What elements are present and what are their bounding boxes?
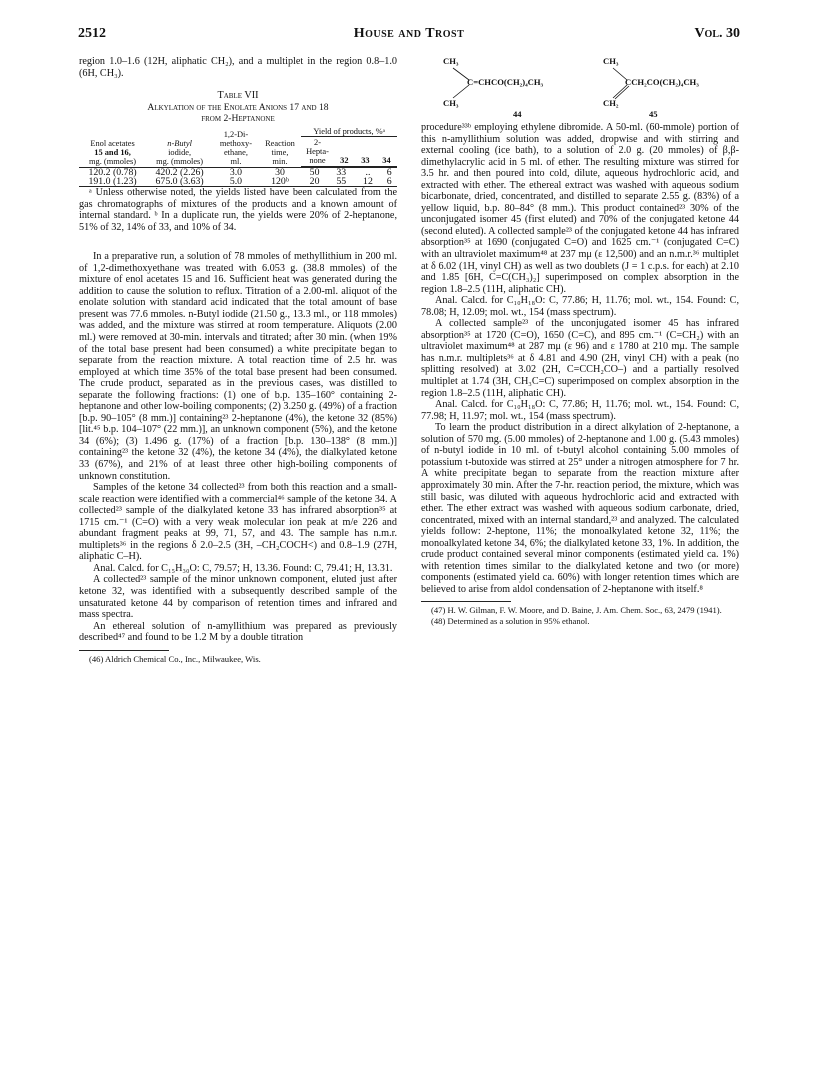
footnote: (47) H. W. Gilman, F. W. Moore, and D. Baine, J. Am. Chem. Soc., 63, 2479 (1941). — [431, 605, 722, 616]
col-header-dme: 1,2-Di- methoxy- ethane, ml. — [213, 127, 259, 167]
paragraph: An ethereal solution of n-amyllithium was prepared as previously described⁴⁷ and found to be 1.2 M by a double titration — [79, 620, 397, 644]
struct45-bottom: CH₂ — [603, 98, 619, 108]
col-header-33: 33 — [355, 138, 376, 166]
table-row: 191.0 (1.23) 675.0 (3.63) 5.0 120ᵇ 20 55 12 6 — [79, 177, 397, 187]
struct45-top: CH₃ — [603, 56, 619, 66]
paragraph: To learn the product distribution in a direct alkylation of 2-heptanone, a solution of 570 mg. (5.00 mmoles) of 2-heptanone and 1.00 g. (5.43 mmoles) of n-butyl iodide in 10 ml. of t-butyl alcohol containing 5.00 mmoles of potassium t-butoxide was stirred at 25° under a nitrogen atmosphere for 7 hr. A white precipitate began to separate from the reaction mixture after approximately 30 min. After the 7-hr. reaction period, the mixture, which was still basic, was diluted with aqueous hydrochloric acid and extracted with ether. The ether extract was washed with aqueous sodium carbonate, dried, concentrated, mixed with an internal standard,²³ and analyzed. The calculated yields follow: 2-heptone, 11%; the monoalkylated ketone 32, 11%; the monoalkylated ketone 34, 6%; the dialkylated ketone 33, 1%. In addition, the crude product contained several minor components (estimated yield ca. 1%) with retention times similar to the dialkylated ketone and two (or more) components (estimated yield ca. 60%) with longer retention times which are believed to arise from aldol condensation of 2-heptanone with itself.⁸ — [421, 422, 739, 595]
col-header-32: 32 — [334, 138, 355, 166]
footnote-rule — [421, 601, 511, 602]
col-header-time: Reaction time, min. — [259, 127, 301, 167]
table-title: Table VII — [217, 90, 259, 102]
table-footnote: ᵃ Unless otherwise noted, the yields listed have been calculated from the gas chromatographs of mixtures of the products and a known amount of internal standard. ᵇ In a duplicate run, the yields were 20% of 2-heptanone, 51% of 32, 14% of 33, and 10% of 34. — [79, 186, 397, 233]
continuation-text: region 1.0–1.6 (12H, aliphatic CH₂), and a multiplet in the region 0.8–1.0 (6H, CH₃). — [79, 56, 397, 79]
struct44-bottom: CH₃ — [443, 98, 459, 108]
running-title: House and Trost — [353, 26, 465, 41]
paragraph: In a preparative run, a solution of 78 mmoles of methyllithium in 200 ml. of 1,2-dimethoxyethane was treated with 6.053 g. (38.8 mmoles) of the mixture of enol acetates 15 and 16. Sufficient heat was generated during the addition to cause the solution to reflux. Titration of a 2.00-ml. aliquot of the enolate solution with standard acid indicated that the total amount of base present was 77.6 mmoles. n-Butyl iodide (21.50 g., 13.3 ml., or 118 mmoles) was added, and the mixture was stirred at room temperature. Aliquots (2.00 ml.) were removed at 30-min. intervals and titrated; after 30 min. (when 19% of the total base present had been consumed) a white precipitate began to separate from the reaction mixture. A total reaction time of 2.5 hr. was employed at which time 35% of the total base present had been consumed. The crude product, separated as in the previous cases, was distilled to separate the following fractions: (1) one of b.p. 135–160° containing 2-heptanone and other low-boiling components; (2) 3.250 g. (49%) of a fraction [b.p. 90–105° (8 mm.)] containing²³ 2-heptanone (4%), the ketone 32 (85%) [lit.⁴⁵ b.p. 104–107° (22 mm.)], an unknown component (5%), and the ketone 34 (6%); (3) 1.496 g. (17%) of a fraction [b.p. 130–138° (8 mm.)] containing²³ the ketone 32 (4%), the ketone 34 (4%), the dialkylated ketone 33 (67%), and 21% of at least three other high-boiling components of unknown constitution. — [79, 251, 397, 482]
paragraph: Anal. Calcd. for C₁₅H₃₀O: C, 79.57; H, 13.36. Found: C, 79.41; H, 13.31. — [93, 562, 393, 574]
table-subtitle-1: Alkylation of the Enolate Anions 17 and 18 — [147, 101, 329, 113]
page-number: 2512 — [78, 26, 106, 41]
table-subtitle-2: from 2-Heptanone — [201, 113, 275, 125]
struct44-chain: C=CHCO(CH₂)₄CH₃ — [467, 77, 544, 87]
col-header-34: 34 — [376, 138, 397, 166]
col-header-yield: Yield of products, %ᵃ 2- Hepta- none 32 33 34 — [301, 127, 397, 167]
page-header — [78, 26, 740, 44]
struct45-label: 45 — [649, 109, 658, 119]
paragraph: Samples of the ketone 34 collected²³ from both this reaction and a small-scale reaction were identified with a commercial⁴⁶ sample of the ketone 34. A collected²³ sample of the dialkylated ketone 33 has infrared absorption³⁵ at 1715 cm.⁻¹ (C=O) with a very weak molecular ion peak at m/e 226 and abundant fragment peaks at 99, 71, 57, and 43. The sample has n.m.r. multiplets³⁶ in the regions δ 2.0–2.5 (3H, –CH₂COCH<) and 0.8–1.9 (27H, aliphatic C–H). — [79, 482, 397, 563]
paragraph: A collected sample²³ of the unconjugated isomer 45 has infrared absorption³⁵ at 1720 (C=O), 1650 (C=C), and 895 cm.⁻¹ (C=CH₂) with an ultraviolet maximum⁴⁸ at 287 mμ (ε 96) and ε 1780 at 210 mμ. The sample has n.m.r. multiplets³⁶ at δ 4.81 and 4.90 (2H, vinyl CH) with a peak (no splitting resolved) at 3.02 (2H, C=CCH₂CO–) and a partially resolved multiplet at 1.74 (3H, CH₃C=C) superimposed on complex absorption in the region 1.8–2.5 (11H, aliphatic CH). — [421, 318, 739, 399]
footnote: (46) Aldrich Chemical Co., Inc., Milwaukee, Wis. — [89, 653, 261, 664]
left-column — [79, 56, 397, 664]
table-vii — [79, 127, 397, 187]
paragraph: Anal. Calcd. for C₁₀H₁₈O: C, 77.86; H, 11.76; mol. wt., 154. Found: C, 77.98; H, 11.97; mol. wt., 154 (mass spectrum). — [421, 399, 739, 422]
table-row: 120.2 (0.78) 420.2 (2.26) 3.0 30 50 33 .. 6 — [88, 166, 392, 178]
struct45-chain: CCH₂CO(CH₂)₄CH₃ — [625, 77, 699, 87]
structure-diagrams — [421, 56, 739, 118]
footnote-rule — [79, 650, 169, 651]
right-column — [421, 56, 739, 626]
struct44-top: CH₃ — [443, 56, 459, 66]
struct44-label: 44 — [513, 109, 522, 119]
volume-label: Vol. 30 — [694, 26, 740, 41]
structure-bonds — [421, 56, 739, 118]
footnote: (48) Determined as a solution in 95% ethanol. — [431, 615, 590, 626]
paragraph: A collected²³ sample of the minor unknown component, eluted just after ketone 32, was identified with a subsequently described sample of the unsaturated ketone 44 by comparison of retention times and infrared and mass spectra. — [79, 574, 397, 621]
col-header-enol: Enol acetates 15 and 16, mg. (mmoles) — [79, 127, 146, 167]
paragraph: procedure³³ᵇ employing ethylene dibromide. A 50-ml. (60-mmole) portion of this n-amyllithium solution was added, dropwise and with stirring and external cooling (ice bath), to a solution of 2.0 g. (20 mmoles) of β,β-dimethylacrylic acid in 5 ml. of ether. The resulting mixture was stirred for 3.5 hr. and then poured into cold, dilute, aqueous hydrochloric acid, and extracted with ether. The ethereal extract was washed with aqueous sodium bicarbonate, dried, concentrated, and distilled to separate 2.55 g. (83%) of a yellow liquid, b.p. 80–84° (8 mm.). This product contained²³ 30% of the unconjugated isomer 45 (first eluted) and 70% of the conjugated ketone 44 (second eluted). A collected sample²³ of the conjugated ketone 44 has infrared absorption³⁵ at 1690 (conjugated C=O) and 1625 cm.⁻¹ (conjugated C=C) with an ultraviolet maximum⁴⁸ at 237 mμ (ε 12,500) and an n.m.r.³⁶ multiplet at δ 6.02 (1H, vinyl CH) as well as two doublets (J = 1 c.p.s. for each) at 2.10 and 1.85 [6H, C=C(CH₃)₂] superimposed on complex absorption in the region 1.8–2.5 (11H, aliphatic CH). — [421, 122, 739, 295]
col-header-butyl: n-Butyl iodide, mg. (mmoles) — [146, 127, 213, 167]
col-header-heptanone: 2- Hepta- none — [301, 138, 334, 166]
paragraph: Anal. Calcd. for C₁₀H₁₈O: C, 77.86; H, 11.76; mol. wt., 154. Found: C, 78.08; H, 12.09; mol. wt., 154 (mass spectrum). — [421, 295, 739, 318]
